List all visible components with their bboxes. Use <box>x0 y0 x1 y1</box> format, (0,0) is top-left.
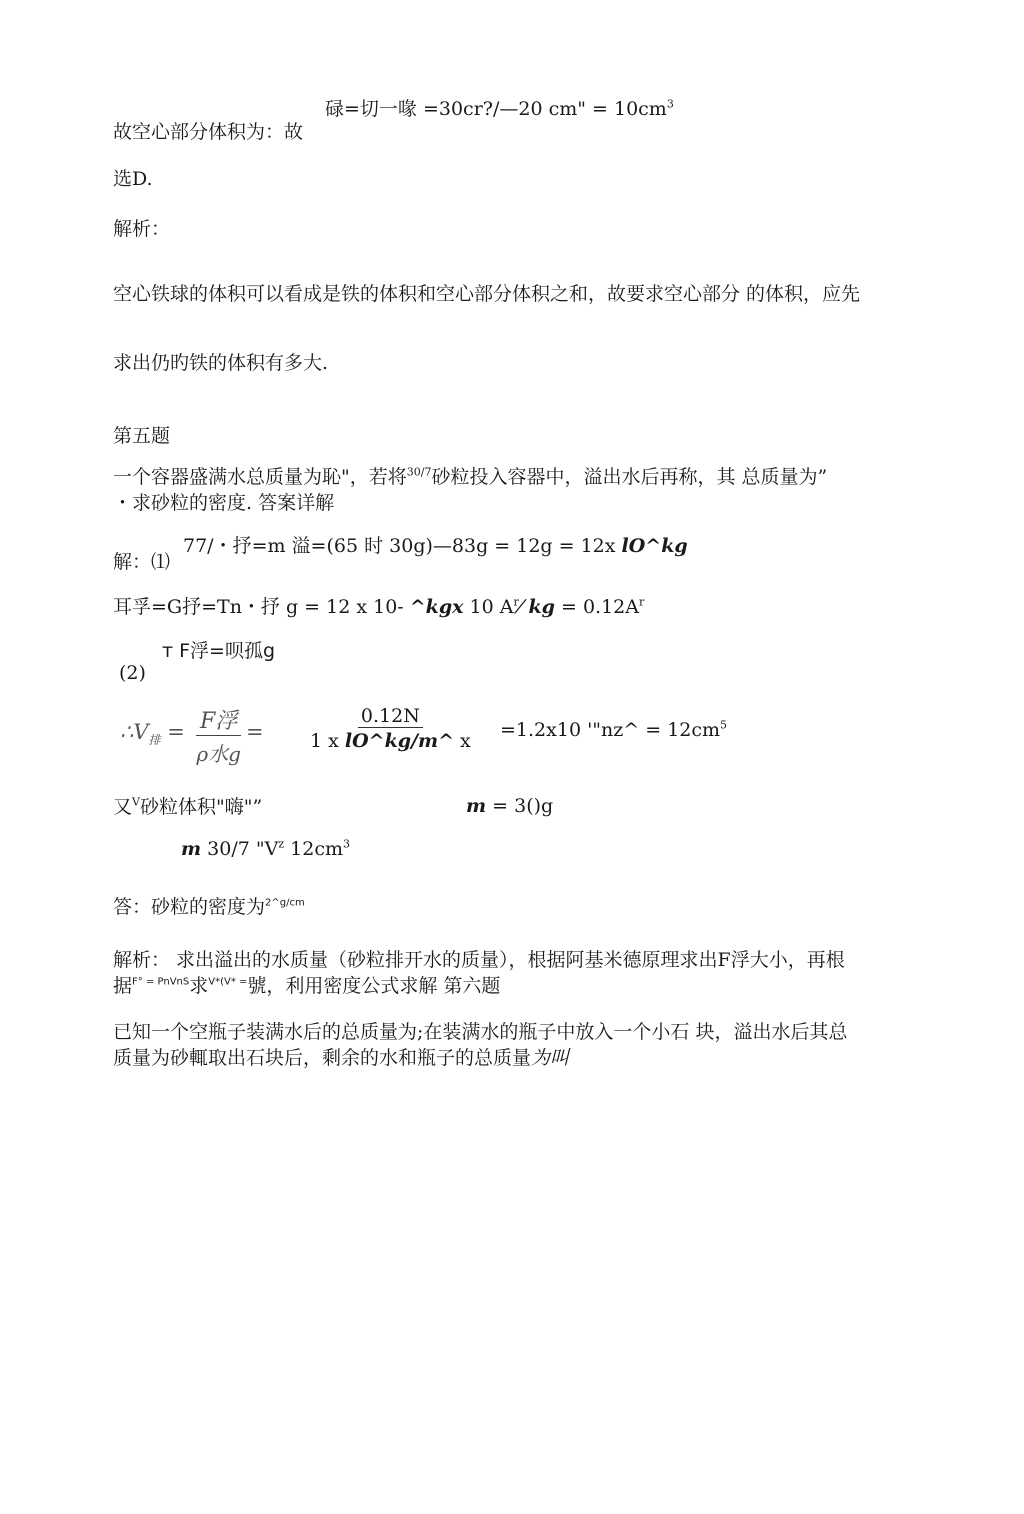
q6-problem-line2: 质量为砂輒取出石块后，剩余的水和瓶子的总质量为叫 <box>113 1047 570 1069</box>
answer-choice: 选D. <box>113 168 153 190</box>
q5-analysis-line1: 解析： 求出溢出的水质量（砂粒排开水的质量），根据阿基米德原理求出F浮大小，再根 <box>113 949 845 971</box>
q5-volume-fraction: F浮 ρ水g <box>196 704 241 767</box>
q5-answer: 答：砂粒的密度为$^{2\^{}g/cm}$ <box>113 896 305 918</box>
q6-problem-line1: 已知一个空瓶子装满水后的总质量为;在装满水的瓶子中放入一个小石 块，溢出水后其总 <box>113 1021 848 1043</box>
q5-problem-line2: ・求砂粒的密度. 答案详解 <box>113 492 335 514</box>
q5-solution-label: 解：⑴ <box>113 551 171 573</box>
q5-sand-volume-text: 又$^V$砂粒体积"嗨"” <box>113 795 263 818</box>
q5-archimedes-formula: т F浮=呗孤g <box>162 640 276 662</box>
q5-volume-result: =1.2x10 '"nz^ = $12cm^5$ <box>500 718 728 741</box>
q5-mass-value: m = 3()g <box>466 795 554 817</box>
q5-buoyancy-formula: 耳孚=G抒=Tn・抒 g = 12 x 10- ^kgx 10 $A^r⁄$ kg = $0.12A^r$ <box>113 595 645 618</box>
q5-volume-lhs: $\therefore V_排$ = <box>120 720 185 748</box>
q5-volume-equals: = <box>246 720 264 744</box>
hollow-volume-text: 故空心部分体积为：故 <box>113 121 304 143</box>
q5-density-calc: m 30/7 "$V^z$ $12cm^3$ <box>181 837 350 860</box>
section-heading-q5: 第五题 <box>113 425 171 447</box>
q5-problem-line1: 一个容器盛满水总质量为恥"，若将$^{30/7}$砂粒投入容器中，溢出水后再称，其 总质量为” <box>113 465 828 488</box>
analysis-paragraph-line1: 空心铁球的体积可以看成是铁的体积和空心部分体积之和，故要求空心部分 的体积，应先 <box>113 283 861 305</box>
formula-hollow-volume: 碌=切一喙 =30cr?/—20 cm" = $10cm^3$ <box>325 97 674 120</box>
q5-analysis-line2: 据$^{F^\circ = PnVnS}$求$^{V*(V* =}$號，利用密度公式求解 第六题 <box>113 975 501 997</box>
q5-step2-label: (2) <box>119 662 146 684</box>
q5-step1-formula: 77/・抒=m 溢=(65 时 30g)—83g = 12g = 12x lO^kg <box>183 535 688 557</box>
q5-volume-numeric-fraction: $\frac{0.12N}{\text{1 x lO\textasciicircum{}kg/m\textasciicircum{} x}}$ <box>310 705 471 752</box>
analysis-paragraph-line2: 求出仍旳铁的体积有多大. <box>113 352 329 374</box>
analysis-label: 解析： <box>113 218 171 240</box>
